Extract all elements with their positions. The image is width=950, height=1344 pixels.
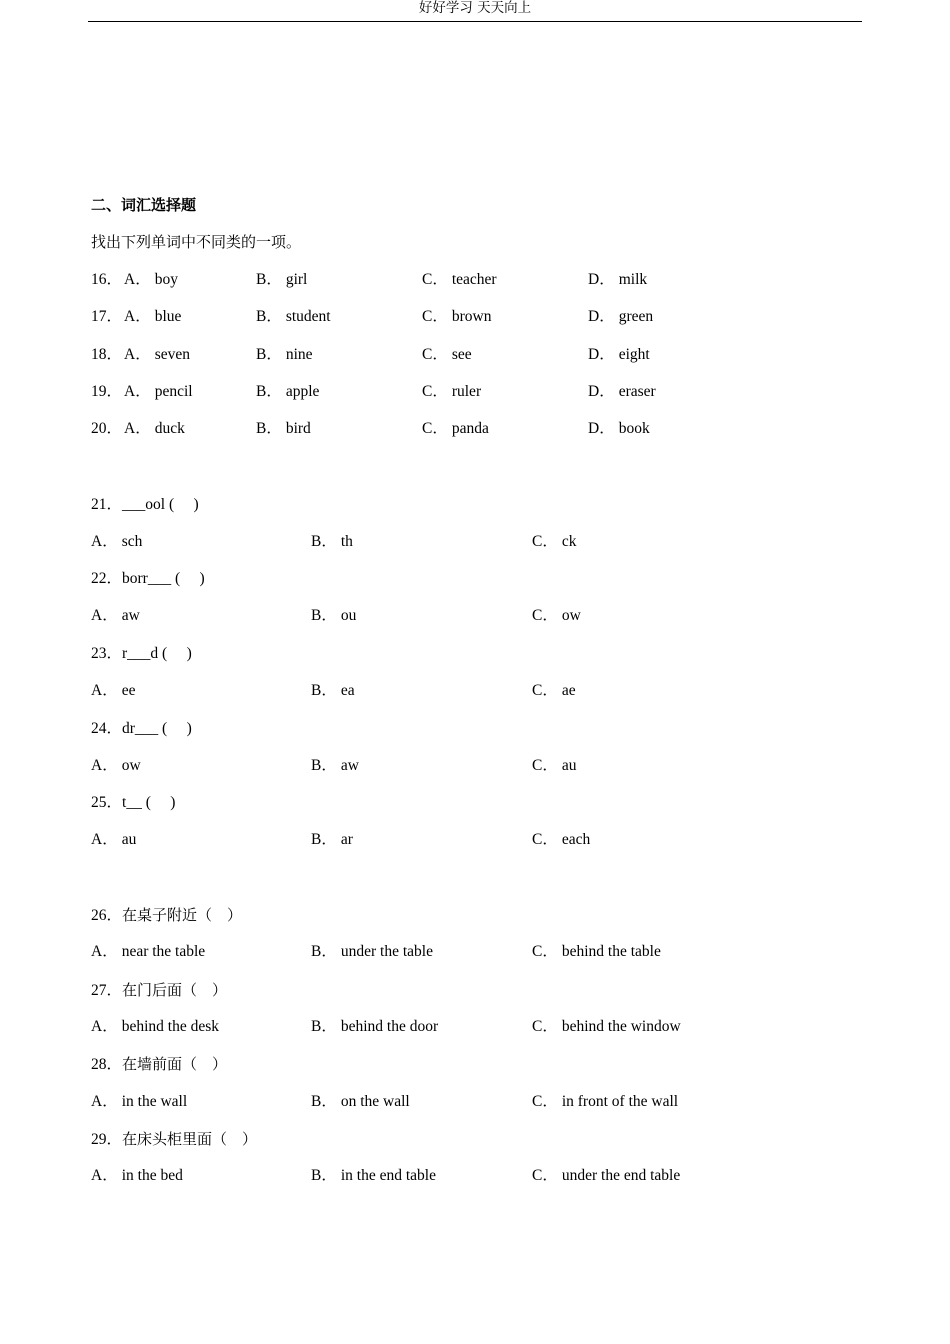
- option-text: in front of the wall: [561, 1093, 679, 1110]
- question-stem-row: [91, 980, 227, 1001]
- option-text: on the wall: [340, 1093, 410, 1110]
- question-stem: 在床头柜里面（ ）: [122, 1130, 258, 1148]
- answer-option: [422, 345, 472, 365]
- option-text: sch: [121, 533, 143, 550]
- option-letter: B．: [311, 1167, 337, 1184]
- answer-option: [311, 606, 356, 626]
- answer-option: [91, 1092, 187, 1112]
- option-text: eight: [618, 346, 650, 363]
- option-text: see: [451, 346, 472, 363]
- answer-option: [91, 681, 135, 701]
- question-stem-row: [91, 719, 192, 739]
- option-text: in the end table: [340, 1167, 436, 1184]
- question-number: 25．: [91, 794, 123, 811]
- answer-option: [422, 382, 481, 402]
- option-letter: B．: [311, 757, 337, 774]
- option-text: brown: [451, 308, 492, 325]
- page-header: 好好学习 天天向上: [88, 0, 862, 22]
- option-letter: C．: [422, 420, 448, 437]
- answer-option: [422, 419, 489, 439]
- answer-option: [588, 307, 653, 327]
- option-text: ae: [561, 682, 576, 699]
- option-letter: B．: [311, 831, 337, 848]
- question-number: 19．: [91, 383, 123, 400]
- answer-option: [91, 942, 205, 962]
- option-letter: C．: [422, 383, 448, 400]
- question-stem: ___ool ( ): [122, 496, 199, 513]
- question-number: 27．: [91, 982, 123, 999]
- option-text: au: [121, 831, 137, 848]
- question-stem-row: [91, 793, 175, 813]
- question-stem-row: [91, 905, 242, 926]
- answer-option: [311, 942, 433, 962]
- option-text: behind the window: [561, 1018, 681, 1035]
- answer-option: [532, 1017, 681, 1037]
- option-text: bird: [285, 420, 311, 437]
- option-text: apple: [285, 383, 320, 400]
- question-stem-row: [91, 1129, 257, 1150]
- answer-option: [256, 270, 307, 290]
- option-text: ea: [340, 682, 355, 699]
- section-title: 二、词汇选择题: [91, 196, 197, 214]
- answer-option: [532, 1166, 680, 1186]
- option-letter: C．: [532, 831, 558, 848]
- answer-option: [311, 830, 353, 850]
- option-letter: B．: [256, 346, 282, 363]
- option-letter: D．: [588, 346, 615, 363]
- option-letter: B．: [311, 1018, 337, 1035]
- question-number: 23．: [91, 645, 123, 662]
- option-text: aw: [340, 757, 359, 774]
- question-stem: 在桌子附近（ ）: [122, 906, 243, 924]
- answer-option: [532, 942, 661, 962]
- option-text: teacher: [451, 271, 497, 288]
- option-text: behind the table: [561, 943, 661, 960]
- answer-option: [91, 1017, 219, 1037]
- option-letter: B．: [311, 1093, 337, 1110]
- answer-option: [532, 532, 576, 552]
- question-number: 21．: [91, 496, 123, 513]
- option-text: boy: [154, 271, 178, 288]
- option-text: under the end table: [561, 1167, 681, 1184]
- answer-option: [124, 419, 185, 439]
- option-text: ck: [561, 533, 577, 550]
- option-letter: C．: [532, 682, 558, 699]
- answer-option: [311, 756, 359, 776]
- option-letter: A．: [91, 943, 118, 960]
- option-text: ee: [121, 682, 136, 699]
- answer-option: [124, 345, 190, 365]
- option-text: pencil: [154, 383, 193, 400]
- answer-option: [588, 419, 650, 439]
- option-text: behind the desk: [121, 1018, 219, 1035]
- answer-option: [91, 830, 136, 850]
- question-number: 16．: [91, 271, 123, 288]
- answer-option: [124, 382, 193, 402]
- option-letter: D．: [588, 383, 615, 400]
- option-text: ow: [561, 607, 581, 624]
- option-letter: A．: [124, 271, 151, 288]
- answer-option: [91, 606, 140, 626]
- option-letter: B．: [311, 607, 337, 624]
- option-text: ar: [340, 831, 353, 848]
- answer-option: [256, 419, 311, 439]
- question-number: 24．: [91, 720, 123, 737]
- option-letter: B．: [311, 943, 337, 960]
- option-letter: B．: [256, 383, 282, 400]
- answer-option: [91, 756, 141, 776]
- section-instruction: 找出下列单词中不同类的一项。: [91, 233, 302, 251]
- option-letter: C．: [422, 308, 448, 325]
- option-text: duck: [154, 420, 185, 437]
- answer-option: [422, 307, 491, 327]
- option-text: each: [561, 831, 591, 848]
- option-letter: B．: [256, 308, 282, 325]
- option-letter: A．: [124, 346, 151, 363]
- answer-option: [256, 345, 313, 365]
- option-text: near the table: [121, 943, 206, 960]
- option-text: student: [285, 308, 331, 325]
- question-number: 17．: [91, 308, 123, 325]
- option-text: nine: [285, 346, 313, 363]
- question-number: 28．: [91, 1056, 123, 1073]
- option-letter: B．: [256, 420, 282, 437]
- option-text: milk: [618, 271, 648, 288]
- option-letter: B．: [311, 682, 337, 699]
- option-text: under the table: [340, 943, 433, 960]
- option-text: green: [618, 308, 654, 325]
- option-text: ow: [121, 757, 141, 774]
- option-text: blue: [154, 308, 182, 325]
- question-stem-row: [91, 644, 192, 664]
- option-letter: C．: [422, 271, 448, 288]
- answer-option: [256, 382, 319, 402]
- option-letter: C．: [532, 1018, 558, 1035]
- option-letter: A．: [91, 1018, 118, 1035]
- question-stem: dr___ ( ): [122, 720, 192, 737]
- answer-option: [311, 1017, 438, 1037]
- option-letter: A．: [91, 1167, 118, 1184]
- option-text: ruler: [451, 383, 482, 400]
- option-letter: B．: [311, 533, 337, 550]
- option-text: th: [340, 533, 353, 550]
- question-stem-row: [91, 495, 199, 515]
- answer-option: [91, 532, 142, 552]
- option-letter: A．: [91, 607, 118, 624]
- question-stem-row: [91, 569, 205, 589]
- option-letter: D．: [588, 271, 615, 288]
- option-text: panda: [451, 420, 489, 437]
- option-text: in the wall: [121, 1093, 188, 1110]
- answer-option: [532, 1092, 678, 1112]
- option-text: in the bed: [121, 1167, 183, 1184]
- option-text: eraser: [618, 383, 656, 400]
- question-stem: r___d ( ): [122, 645, 192, 662]
- option-letter: A．: [124, 308, 151, 325]
- option-letter: C．: [532, 757, 558, 774]
- answer-option: [124, 270, 178, 290]
- answer-option: [311, 1166, 436, 1186]
- option-letter: C．: [532, 1093, 558, 1110]
- question-number: 18．: [91, 346, 123, 363]
- option-letter: C．: [532, 607, 558, 624]
- question-number: 20．: [91, 420, 123, 437]
- question-number: 22．: [91, 570, 123, 587]
- answer-option: [588, 345, 650, 365]
- answer-option: [311, 532, 353, 552]
- option-letter: C．: [422, 346, 448, 363]
- option-letter: D．: [588, 420, 615, 437]
- option-letter: C．: [532, 943, 558, 960]
- answer-option: [532, 681, 576, 701]
- question-stem: 在墙前面（ ）: [122, 1055, 228, 1073]
- option-letter: A．: [124, 383, 151, 400]
- option-letter: C．: [532, 1167, 558, 1184]
- question-number: 26．: [91, 907, 123, 924]
- answer-option: [422, 270, 497, 290]
- option-text: seven: [154, 346, 190, 363]
- question-stem: t__ ( ): [122, 794, 176, 811]
- answer-option: [532, 756, 576, 776]
- option-letter: C．: [532, 533, 558, 550]
- option-letter: B．: [256, 271, 282, 288]
- question-stem: 在门后面（ ）: [122, 981, 228, 999]
- option-letter: A．: [91, 1093, 118, 1110]
- option-letter: A．: [91, 831, 118, 848]
- answer-option: [588, 382, 656, 402]
- answer-option: [532, 606, 581, 626]
- option-text: book: [618, 420, 650, 437]
- option-letter: A．: [91, 533, 118, 550]
- question-number: 29．: [91, 1131, 123, 1148]
- answer-option: [256, 307, 331, 327]
- option-letter: D．: [588, 308, 615, 325]
- answer-option: [124, 307, 181, 327]
- question-stem: borr___ ( ): [122, 570, 205, 587]
- option-letter: A．: [124, 420, 151, 437]
- option-text: aw: [121, 607, 140, 624]
- answer-option: [311, 681, 355, 701]
- answer-option: [588, 270, 647, 290]
- option-text: au: [561, 757, 577, 774]
- answer-option: [532, 830, 590, 850]
- answer-option: [311, 1092, 410, 1112]
- option-text: girl: [285, 271, 308, 288]
- option-letter: A．: [91, 682, 118, 699]
- option-text: ou: [340, 607, 357, 624]
- option-text: behind the door: [340, 1018, 439, 1035]
- answer-option: [91, 1166, 183, 1186]
- option-letter: A．: [91, 757, 118, 774]
- question-stem-row: [91, 1054, 227, 1075]
